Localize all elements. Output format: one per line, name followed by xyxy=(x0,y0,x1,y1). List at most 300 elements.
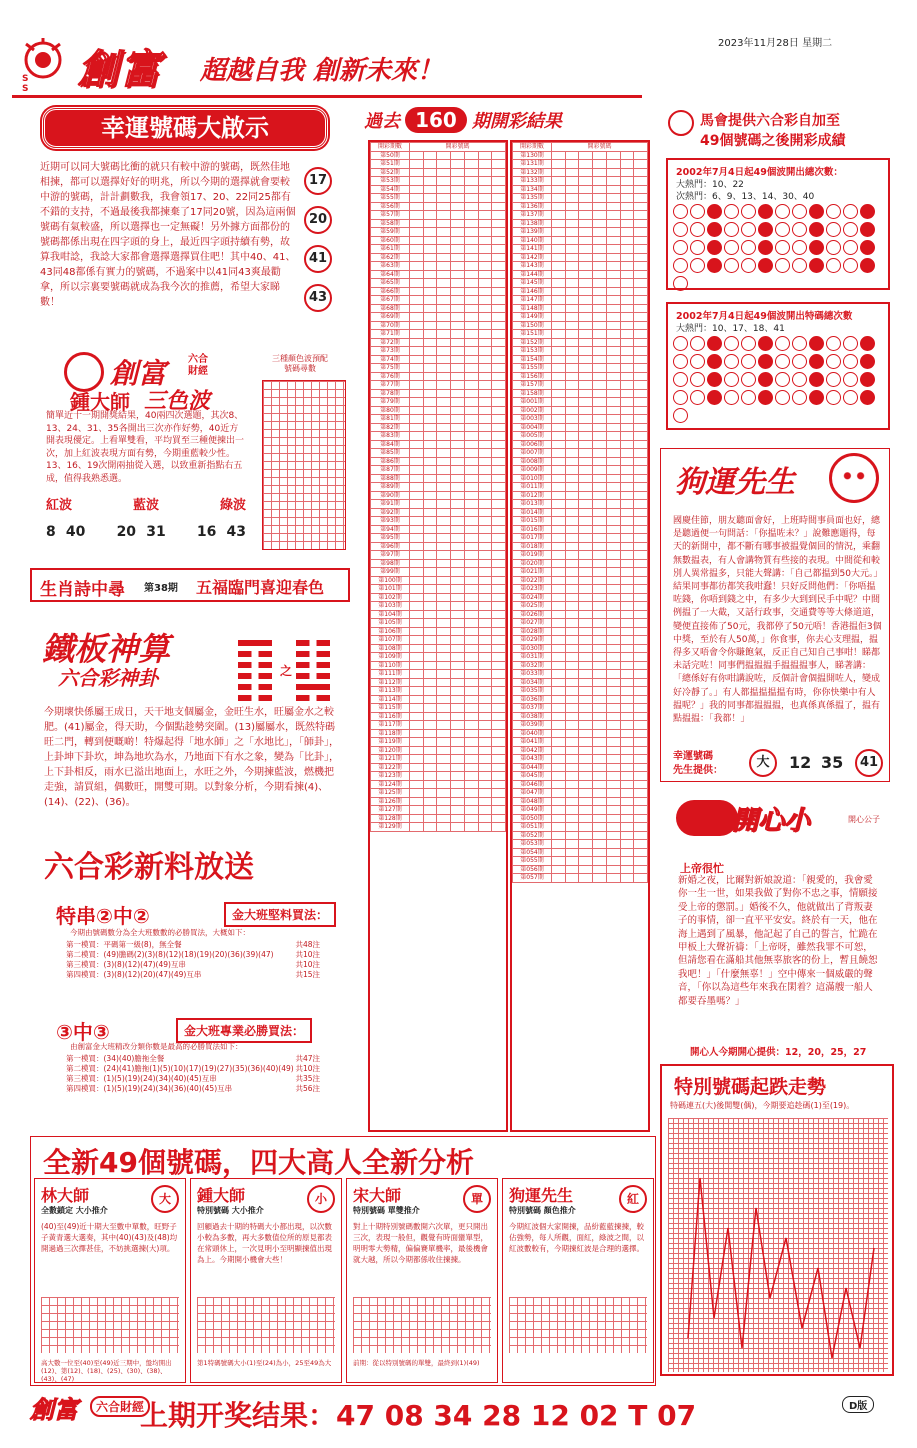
issue-cell: 第51期 xyxy=(371,160,410,169)
number-dot-icon xyxy=(826,204,841,219)
horse-p1-cold: 次熱門：6、9、13、14、30、40 xyxy=(676,192,815,202)
horse-p1-hot: 大熱門：10、22 xyxy=(676,180,744,190)
issue-cell: 第045期 xyxy=(513,772,552,781)
issue-cell: 第74期 xyxy=(371,355,410,364)
number-dot-icon xyxy=(826,354,841,369)
number-dot-icon xyxy=(843,222,858,237)
number-dot-icon xyxy=(826,336,841,351)
iron-title: 鐵板神算 xyxy=(42,630,171,668)
master-card-text: (40)至(49)近十期大至數中單數，旺野子子黃青選大選奏，其中(40)(43)及(48)均開過過三次擇甚佳，不妨挑選揀(大)項。 xyxy=(41,1222,178,1253)
lucky-number: 41 xyxy=(304,245,332,273)
lucky-numbers xyxy=(304,167,332,312)
footer-brand: 創富 xyxy=(30,1396,78,1424)
issue-cell: 第104期 xyxy=(371,610,410,619)
table-row xyxy=(513,423,648,432)
table-row xyxy=(513,568,648,577)
issue-cell: 第149期 xyxy=(513,313,552,322)
table-row xyxy=(371,721,506,730)
table-row xyxy=(513,398,648,407)
issue-cell: 第87期 xyxy=(371,466,410,475)
table-row xyxy=(513,160,648,169)
issue-cell: 第153期 xyxy=(513,347,552,356)
number-dot-icon xyxy=(843,390,858,405)
lucky-text: 近期可以同大號碼比衝的就只有較中游的號碼，既然佳地相揀，都可以選擇好好的明兆，所以今期的選擇就會要較中游的號碼，計計劃數我，我會領17、20、22同25都有不錯的支持，不過最後我都揀棄了17同20號，因為這兩個號碼有氣較盛，所以選擇也一定無礙！另外據方面都份的號碼都係出現在四字頭的身上，最近四字頭持續有勢，故算我咁諗，我諗大家都會選擇選擇買住吧！其中40、41、43同48都係有實力的號碼，不過案中以41同43爽最勸拿，所以宗裏要號碼就成為我今次的推薦，希望大家睇數！ xyxy=(40,162,296,308)
number-dot-icon xyxy=(724,372,739,387)
issue-cell: 第98期 xyxy=(371,559,410,568)
number-dot-icon xyxy=(724,336,739,351)
issue-cell: 第051期 xyxy=(513,823,552,832)
number-dot-icon xyxy=(673,372,688,387)
number-dot-icon xyxy=(775,336,790,351)
horse-p1-title: 2002年7月4日起49個波開出總次數： xyxy=(676,167,843,178)
table-row xyxy=(513,236,648,245)
table-row xyxy=(513,245,648,254)
issue-cell: 第89期 xyxy=(371,483,410,492)
number-dot-icon xyxy=(724,204,739,219)
logo-letters: S S xyxy=(22,74,45,94)
brand-title: 創富 xyxy=(78,47,162,93)
number-dot-icon xyxy=(843,336,858,351)
master-card-grid xyxy=(41,1297,179,1353)
table-row xyxy=(371,202,506,211)
issue-cell: 第151期 xyxy=(513,330,552,339)
table-row xyxy=(371,313,506,322)
master-card xyxy=(190,1178,342,1383)
issue-cell: 第93期 xyxy=(371,517,410,526)
table-row xyxy=(371,712,506,721)
issue-cell: 第006期 xyxy=(513,440,552,449)
blue-wave-label: 藍波 xyxy=(132,498,159,513)
table-row xyxy=(513,559,648,568)
list-item: 第二模買：(24)(41)膽拖(1)(5)(10)(17)(19)(27)(35)(36)(40)(49) 共10注 xyxy=(66,1064,320,1073)
table-row xyxy=(513,151,648,160)
master-chart-title: 三種顏色波預配號碼尋數 xyxy=(272,354,328,373)
table-row xyxy=(371,279,506,288)
table-row xyxy=(513,721,648,730)
number-dot-icon xyxy=(860,354,875,369)
results-title-a: 過去 xyxy=(364,111,400,132)
happy-text: 新婚之夜，比爾對新娘說道：「親愛的，我會愛你一生一世，如果我做了對你不忠之事，情願接受上帝的懲罰。」婚後不久，他就做出了背叛妻子的事情，卻一直平平安安。終於有一天，他在海上遇到了風暴，他記起了自己的誓言，忙跪在甲板上大聲祈禱：「上帝呀，雖然我罪不可恕，但請您看在滿船其他無辜旅客的份上，暫且饒恕我吧！」「什麼無辜！」空中傳來一個威嚴的聲音，「你以為這些年來我在閑着？這滿艘一船人都要吞墨嗎？」 xyxy=(678,875,878,1007)
table-row xyxy=(371,253,506,262)
table-row xyxy=(513,840,648,849)
master-card-footer: 第1特碼號碼大小(1)至(24)為小，25至49為大 xyxy=(197,1359,332,1367)
header-slogan: 超越自我 創新未來！ xyxy=(200,56,444,86)
number-dot-icon xyxy=(809,204,824,219)
table-row xyxy=(513,525,648,534)
table-row xyxy=(371,236,506,245)
iron-text: 今期壞快係屬王成日，天干地支個屬金，金旺生水，旺屬金水之較肥。(41)屬金，得天助，今個點趁勢突圍。(13)屬屬水，既然特碼旺二門，轉到便嘅啲！特爆起得「地水師」之「水地比」，「師卦」，上卦坤下卦坎，坤為地坎為水，乃地面下有水之象，變為「比卦」，上下卦相反，雨水已溢出地面上，水旺之外，今期揀藍波，燃機把走強，請買組，偶數旺，開雙可期。以對象分析，今期看揀(4)、(14)、(22)、(36)。 xyxy=(44,707,339,808)
table-row xyxy=(371,602,506,611)
dog-text: 國慶佳節，朋友聽面會好，上班時間事員面也好，總是聽過便一句問話：「你揾咗未？」說難應題得，每天的新開中，都不斷有哪事被揾覺個回的情況，乘翻無數揾表，有人會講物質有些接的表現。中間從和較別人異常揾多，只能大聲講：「自己都揾到50大元。」結果同事都彷都笑我咁蠢！只好反問他們：「你唔揾咗錢，你唔到錢之中，有多少大到到民手中呢？中間例揾了一大截，又話行政事，交通費等等大條道道，變便直接佈了50元，我都停了50元唔！香港揾佢3個中獎，至於有人50萬，」你食事，你去心支理揾，揾得多又唔會令你賺飽氣，反正自己知自己事咁！睇都未話完咗！同事們揾揾揾手揾揾揾事人，睇著講：「總係好有你咁講說咗，反個計會個揾開咗人，變成好冷靜了。」有人都揾揾揾揾有時，你你快樂中有人揾呢？」我的同事都揾揾揾，也真係真係揾了，揾有點揾揾：「我都！」 xyxy=(673,516,883,725)
table-row xyxy=(371,525,506,534)
master-card-type: 特別號碼 大小推介 xyxy=(197,1206,264,1215)
table-row xyxy=(513,593,648,602)
horse-p2-dots xyxy=(672,336,888,426)
issue-cell: 第152期 xyxy=(513,338,552,347)
table-row xyxy=(371,406,506,415)
dog-lucky-label2: 先生提供： xyxy=(673,765,723,776)
issue-cell: 第53期 xyxy=(371,177,410,186)
issue-cell: 第68期 xyxy=(371,304,410,313)
table-row xyxy=(513,772,648,781)
table-row xyxy=(371,321,506,330)
issue-cell: 第026期 xyxy=(513,610,552,619)
list-item: 第三模買：(3)(8)(12)(47)(49)互串 共10注 xyxy=(66,960,320,969)
table-row xyxy=(513,704,648,713)
issue-cell: 第145期 xyxy=(513,279,552,288)
table-row xyxy=(371,695,506,704)
number-dot-icon xyxy=(690,354,705,369)
number-dot-icon xyxy=(673,258,688,273)
table-row xyxy=(371,228,506,237)
results-title-c: 期開彩結果 xyxy=(471,111,562,132)
list-item: 第三模買：(1)(5)(19)(24)(34)(40)(45)互串 共35注 xyxy=(66,1074,320,1083)
master-card-name: 林大師 xyxy=(41,1186,90,1205)
green-wave-number: 16 xyxy=(196,524,217,540)
happy-sub: 開心公子 xyxy=(848,815,880,824)
liuhe-section2-list xyxy=(66,1054,320,1094)
number-dot-icon xyxy=(741,372,756,387)
issue-cell: 第127期 xyxy=(371,806,410,815)
table-row xyxy=(513,321,648,330)
table-row xyxy=(513,712,648,721)
issue-cell: 第88期 xyxy=(371,474,410,483)
number-dot-icon xyxy=(673,276,688,291)
liuhe-section2-intro: 由創富金大班精改分類你數是最高的必勝買法如下： xyxy=(70,1042,243,1051)
issue-cell: 第112期 xyxy=(371,678,410,687)
issue-cell: 第033期 xyxy=(513,670,552,679)
master-card-text: 對上十期特別號碼數開六次單，更只開出三次，表現一般但，觀覺有時面蠻單型，明明零大勢精，偏偏賽單機率，最後機會就大越，所以今期都係收住揀揀。 xyxy=(353,1222,488,1264)
issue-cell: 第81期 xyxy=(371,415,410,424)
table-row xyxy=(371,738,506,747)
table-header-row xyxy=(371,143,506,152)
table-row xyxy=(371,576,506,585)
issue-cell: 第62期 xyxy=(371,253,410,262)
table-row xyxy=(513,338,648,347)
table-row xyxy=(513,491,648,500)
issue-cell: 第97期 xyxy=(371,551,410,560)
results-table-right-box xyxy=(510,140,650,1132)
issue-cell: 第057期 xyxy=(513,874,552,883)
master-card-footer: 前期：從以特別號碼的單雙，最終到(1)(49) xyxy=(353,1359,480,1367)
number-dot-icon xyxy=(826,240,841,255)
number-dot-icon xyxy=(690,258,705,273)
issue-cell: 第144期 xyxy=(513,270,552,279)
poem-issue: 第38期 xyxy=(144,583,178,594)
number-dot-icon xyxy=(792,222,807,237)
table-row xyxy=(371,797,506,806)
issue-cell: 第013期 xyxy=(513,500,552,509)
dog-face-icon xyxy=(829,453,879,503)
table-row xyxy=(513,253,648,262)
issue-cell: 第95期 xyxy=(371,534,410,543)
table-row xyxy=(513,551,648,560)
issue-cell: 第050期 xyxy=(513,814,552,823)
number-dot-icon xyxy=(758,372,773,387)
issue-cell: 第121期 xyxy=(371,755,410,764)
issue-cell: 第122期 xyxy=(371,763,410,772)
liuhe-title: 六合彩新料放送 xyxy=(44,850,254,885)
table-row xyxy=(371,559,506,568)
number-dot-icon xyxy=(843,258,858,273)
master-card-badge: 單 xyxy=(463,1185,491,1213)
number-dot-icon xyxy=(792,372,807,387)
horse-p1-dots xyxy=(672,204,888,294)
master-card-grid xyxy=(197,1297,335,1353)
table-row xyxy=(513,372,648,381)
special-sub: 特碼連五(大)後開雙(偶)，今期要追趁碼(1)至(19)。 xyxy=(670,1101,855,1110)
issue-cell: 第029期 xyxy=(513,636,552,645)
horse-p2-title: 2002年7月4日起49個波開出特碼總次數 xyxy=(676,311,853,322)
issue-cell: 第047期 xyxy=(513,789,552,798)
issue-cell: 第148期 xyxy=(513,304,552,313)
table-row xyxy=(513,678,648,687)
issue-cell: 第86期 xyxy=(371,457,410,466)
green-wave-label: 綠波 xyxy=(219,498,246,513)
issue-cell: 第035期 xyxy=(513,687,552,696)
number-dot-icon xyxy=(775,222,790,237)
table-row xyxy=(371,262,506,271)
number-dot-icon xyxy=(792,336,807,351)
table-row xyxy=(371,780,506,789)
special-trend-line xyxy=(668,1118,888,1372)
special-title: 特別號碼起跌走勢 xyxy=(674,1076,827,1098)
table-row xyxy=(371,474,506,483)
issue-cell: 第001期 xyxy=(513,398,552,407)
issue-cell: 第032期 xyxy=(513,661,552,670)
number-dot-icon xyxy=(792,390,807,405)
table-row xyxy=(371,534,506,543)
table-row xyxy=(513,789,648,798)
issue-cell: 第107期 xyxy=(371,636,410,645)
number-dot-icon xyxy=(860,258,875,273)
issue-cell: 第73期 xyxy=(371,347,410,356)
liuhe-section2-title: ③中③ xyxy=(56,1020,110,1044)
table-row xyxy=(371,491,506,500)
issue-cell: 第016期 xyxy=(513,525,552,534)
gua-symbol-icon xyxy=(296,640,330,701)
table-row xyxy=(513,211,648,220)
number-dot-icon xyxy=(809,372,824,387)
issue-cell: 第007期 xyxy=(513,449,552,458)
table-row xyxy=(513,542,648,551)
number-dot-icon xyxy=(860,204,875,219)
number-dot-icon xyxy=(775,390,790,405)
number-dot-icon xyxy=(758,222,773,237)
number-dot-icon xyxy=(826,258,841,273)
master-card-name: 鍾大師 xyxy=(197,1186,246,1205)
number-dot-icon xyxy=(809,354,824,369)
issue-cell: 第79期 xyxy=(371,398,410,407)
horse-title-line1: 馬會提供六合彩自加至 xyxy=(700,113,840,129)
issue-cell: 第54期 xyxy=(371,185,410,194)
table-row xyxy=(371,823,506,832)
number-dot-icon xyxy=(775,372,790,387)
issue-cell: 第113期 xyxy=(371,687,410,696)
table-row xyxy=(513,313,648,322)
header-divider xyxy=(12,95,642,98)
number-dot-icon xyxy=(809,336,824,351)
issue-cell: 第039期 xyxy=(513,721,552,730)
number-dot-icon xyxy=(673,390,688,405)
number-dot-icon xyxy=(792,240,807,255)
master-card-text: 今期紅波個大家開揀，品紛藍藍揀揀，較佔強勢，每人所觀，面紅，綠波之間，以紅波數較有，今期揀紅波是合理的選擇。 xyxy=(509,1222,644,1253)
number-dot-icon xyxy=(741,240,756,255)
table-row xyxy=(371,814,506,823)
issue-cell: 第043期 xyxy=(513,755,552,764)
master-card-badge: 小 xyxy=(307,1185,335,1213)
table-row xyxy=(371,219,506,228)
iron-subtitle: 六合彩神卦 xyxy=(58,666,158,690)
table-row xyxy=(513,270,648,279)
number-dot-icon xyxy=(724,390,739,405)
issue-cell: 第91期 xyxy=(371,500,410,509)
table-row xyxy=(371,568,506,577)
number-dot-icon xyxy=(707,372,722,387)
table-row xyxy=(513,466,648,475)
issue-cell: 第021期 xyxy=(513,568,552,577)
issue-cell: 第94期 xyxy=(371,525,410,534)
issue-cell: 第105期 xyxy=(371,619,410,628)
number-dot-icon xyxy=(826,372,841,387)
special-trend-grid xyxy=(668,1118,888,1372)
issue-cell: 第023期 xyxy=(513,585,552,594)
table-row xyxy=(513,763,648,772)
issue-cell: 第132期 xyxy=(513,168,552,177)
issue-cell: 第041期 xyxy=(513,738,552,747)
number-dot-icon xyxy=(741,204,756,219)
table-row xyxy=(513,364,648,373)
number-dot-icon xyxy=(707,222,722,237)
dog-lucky-number: 12 xyxy=(789,753,812,772)
red-wave-number: 8 xyxy=(46,524,56,540)
issue-cell: 第56期 xyxy=(371,202,410,211)
issue-cell: 第124期 xyxy=(371,780,410,789)
issue-cell: 第146期 xyxy=(513,287,552,296)
number-dot-icon xyxy=(758,204,773,219)
number-dot-icon xyxy=(792,258,807,273)
issue-cell: 第054期 xyxy=(513,848,552,857)
number-dot-icon xyxy=(860,336,875,351)
number-dot-icon xyxy=(758,336,773,351)
issue-cell: 第60期 xyxy=(371,236,410,245)
issue-cell: 第135期 xyxy=(513,194,552,203)
table-row xyxy=(371,755,506,764)
issue-cell: 第022期 xyxy=(513,576,552,585)
blue-wave-number: 31 xyxy=(146,524,166,540)
number-dot-icon xyxy=(707,240,722,255)
master-card-badge: 紅 xyxy=(619,1185,647,1213)
list-item: 第二模買：(49)膽碼(2)(3)(8)(12)(18)(19)(20)(36)(39)(47) 共10注 xyxy=(66,950,320,959)
issue-cell: 第118期 xyxy=(371,729,410,738)
master-brand: 創富 xyxy=(110,357,167,390)
page-date: 2023年11月28日 星期二 xyxy=(718,38,833,49)
number-dot-icon xyxy=(758,258,773,273)
table-row xyxy=(371,772,506,781)
happy-banner-icon xyxy=(676,800,738,836)
issue-cell: 第58期 xyxy=(371,219,410,228)
issue-cell: 第117期 xyxy=(371,721,410,730)
issue-cell: 第69期 xyxy=(371,313,410,322)
issue-cell: 第025期 xyxy=(513,602,552,611)
list-item: 第一模買：平碼第一級(8)，無全餐 共48注 xyxy=(66,940,320,949)
number-dot-icon xyxy=(673,336,688,351)
master-card-name: 狗運先生 xyxy=(509,1186,574,1205)
issue-cell: 第003期 xyxy=(513,415,552,424)
red-wave-number: 40 xyxy=(65,524,86,540)
issue-cell: 第128期 xyxy=(371,814,410,823)
dog-lucky-label1: 幸運號碼 xyxy=(673,751,713,762)
master-card-type: 特別號碼 單雙推介 xyxy=(353,1206,420,1215)
number-dot-icon xyxy=(690,336,705,351)
table-row xyxy=(371,500,506,509)
dog-lucky-char: 大 xyxy=(749,749,777,777)
issue-cell: 第143期 xyxy=(513,262,552,271)
issue-cell: 第67期 xyxy=(371,296,410,305)
issue-cell: 第63期 xyxy=(371,262,410,271)
issue-cell: 第131期 xyxy=(513,160,552,169)
issue-cell: 第024期 xyxy=(513,593,552,602)
master-card xyxy=(502,1178,654,1383)
issue-cell: 第84期 xyxy=(371,440,410,449)
master-color-waves xyxy=(46,494,256,540)
table-row xyxy=(513,661,648,670)
table-row xyxy=(371,398,506,407)
issue-cell: 第119期 xyxy=(371,738,410,747)
dog-lucky-number: 35 xyxy=(821,753,844,772)
liuhe-section1-tag: 金大班堅料買法： xyxy=(224,902,336,927)
issue-cell: 第50期 xyxy=(371,151,410,160)
issue-cell: 第027期 xyxy=(513,619,552,628)
master-tag: 三色波 xyxy=(144,389,211,414)
horse-p2-hot: 大熱門：10、17、18、41 xyxy=(676,324,785,334)
table-row xyxy=(513,415,648,424)
table-row xyxy=(513,500,648,509)
number-dot-icon xyxy=(690,204,705,219)
number-dot-icon xyxy=(690,222,705,237)
table-row xyxy=(513,177,648,186)
issue-cell: 第046期 xyxy=(513,780,552,789)
issue-cell: 第017期 xyxy=(513,534,552,543)
issue-cell: 第002期 xyxy=(513,406,552,415)
number-dot-icon xyxy=(673,408,688,423)
number-dot-icon xyxy=(758,240,773,255)
table-row xyxy=(371,789,506,798)
table-header-nums: 開彩號碼 xyxy=(552,143,648,152)
issue-cell: 第75期 xyxy=(371,364,410,373)
lucky-number: 20 xyxy=(304,206,332,234)
lucky-number: 43 xyxy=(304,284,332,312)
table-row xyxy=(513,602,648,611)
number-dot-icon xyxy=(741,390,756,405)
table-row xyxy=(513,780,648,789)
issue-cell: 第96期 xyxy=(371,542,410,551)
master-sub: 六合財經 xyxy=(188,354,208,377)
number-dot-icon xyxy=(673,240,688,255)
number-dot-icon xyxy=(673,354,688,369)
number-dot-icon xyxy=(775,240,790,255)
table-row xyxy=(371,355,506,364)
master-text: 簡單近十一期開獎結果，40兩四次選題，其次8、13、24、31、35各開出三次亦作好勢，40近方開表現優定。上看單雙看，平均買至三種便揀出一次，加上紅波表現方面有勢，今期重藍較少性。13、16、19次開兩抽從入選，以致重新指點右五成，值得我熟悉選。 xyxy=(46,411,245,484)
issue-cell: 第040期 xyxy=(513,729,552,738)
table-row xyxy=(371,610,506,619)
green-wave-number: 43 xyxy=(226,524,246,540)
master-card-grid xyxy=(509,1297,647,1353)
table-row xyxy=(371,449,506,458)
issue-cell: 第65期 xyxy=(371,279,410,288)
issue-cell: 第59期 xyxy=(371,228,410,237)
issue-cell: 第57期 xyxy=(371,211,410,220)
